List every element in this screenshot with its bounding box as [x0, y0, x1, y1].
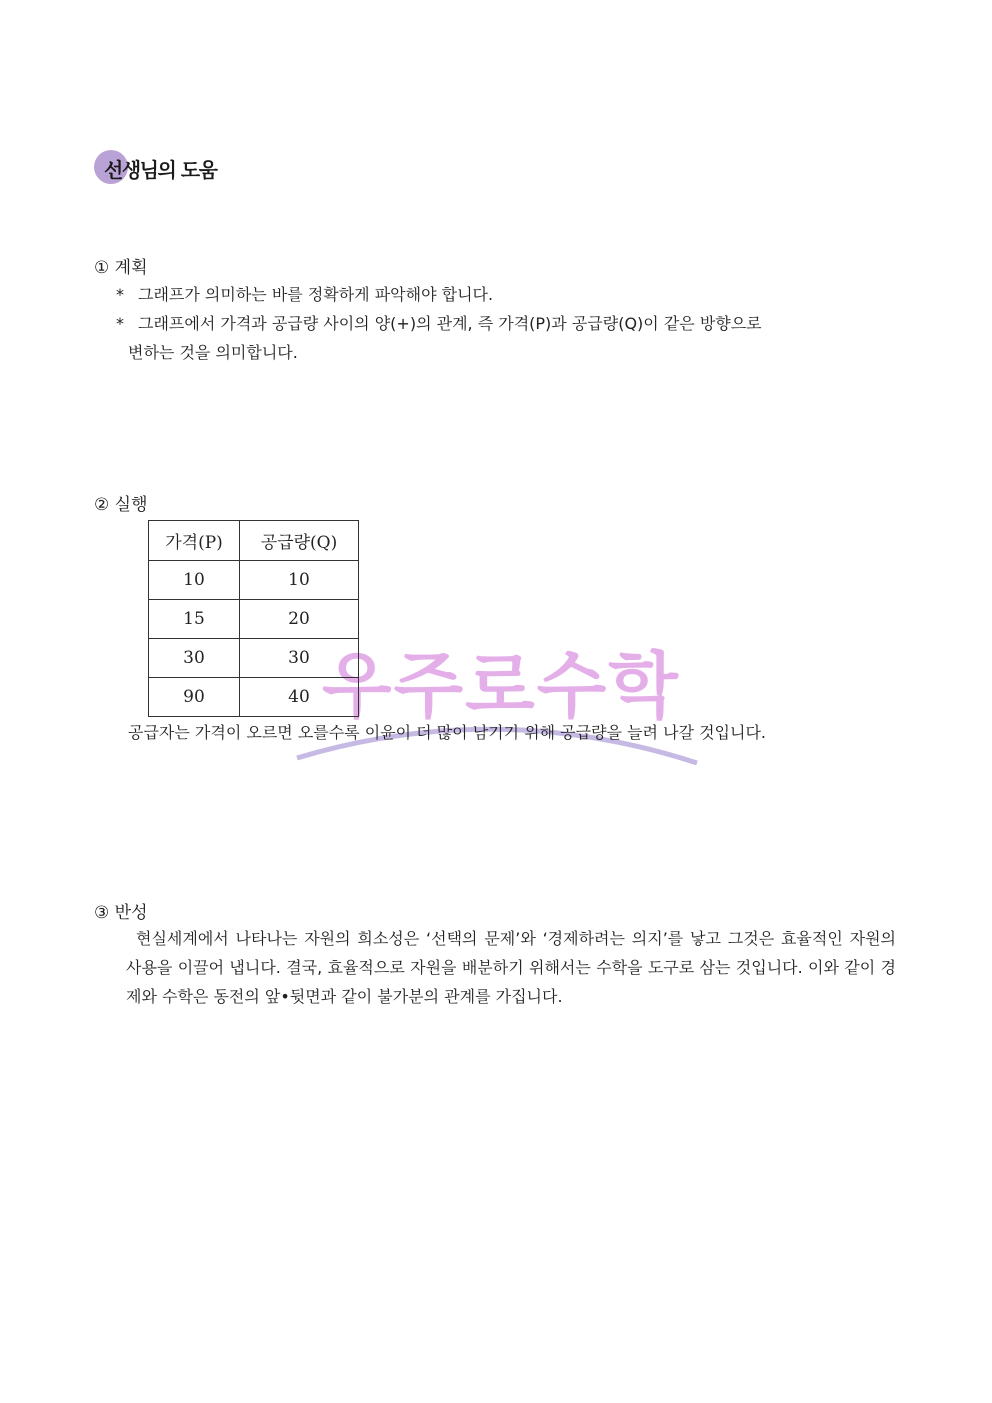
- execute-text: 공급자는 가격이 오르면 오를수록 이윤이 더 많이 남기기 위해 공급량을 늘려 나갈 것입니다.: [128, 723, 766, 742]
- table-header-quantity: 공급량(Q): [240, 521, 359, 561]
- table-row: [149, 678, 359, 717]
- bullet-star: *: [116, 285, 124, 304]
- bullet-continuation: 변하는 것을 의미합니다.: [128, 343, 298, 362]
- reflect-heading: ③ 반성: [94, 903, 148, 923]
- watermark-text: 우주로수학: [322, 644, 680, 728]
- table-cell: 20: [240, 600, 359, 639]
- reflect-text: 현실세계에서 나타나는 자원의 희소성은 ‘선택의 문제’와 ‘경제하려는 의지’를 낳고 그것은 효율적인 자원의 사용을 이끌어 냅니다. 결국, 효율적으로 자원을 배분하기 위해서는 수학을 도구로 삼는 것입니다. 이와 같이 경제와 수학은 동전의 앞•뒷면과 같이 불가분의 관계를 가집니다.: [126, 929, 896, 1006]
- plan-bullet-1: [116, 280, 896, 309]
- table-cell: 30: [149, 639, 240, 678]
- table-header-price: 가격(P): [149, 521, 240, 561]
- table-row: [149, 561, 359, 600]
- table-cell: 30: [240, 639, 359, 678]
- bullet-text: 그래프에서 가격과 공급량 사이의 양(+)의 관계, 즉 가격(P)과 공급량(Q)이 같은 방향으로: [138, 314, 762, 333]
- table-cell: 90: [149, 678, 240, 717]
- page-title: 선생님의 도움: [104, 157, 217, 182]
- table-cell: 15: [149, 600, 240, 639]
- bullet-text: 그래프가 의미하는 바를 정확하게 파악해야 합니다.: [138, 285, 494, 304]
- execute-heading: ② 실행: [94, 495, 148, 515]
- table-header-row: [149, 521, 359, 561]
- bullet-star: *: [116, 314, 124, 333]
- section-header: [94, 150, 216, 186]
- plan-heading: ① 계획: [94, 258, 148, 278]
- table-row: [149, 639, 359, 678]
- supply-table: [148, 520, 359, 717]
- table-cell: 10: [240, 561, 359, 600]
- table-cell: 10: [149, 561, 240, 600]
- table-cell: 40: [240, 678, 359, 717]
- table-row: [149, 600, 359, 639]
- plan-bullet-2: [116, 309, 896, 367]
